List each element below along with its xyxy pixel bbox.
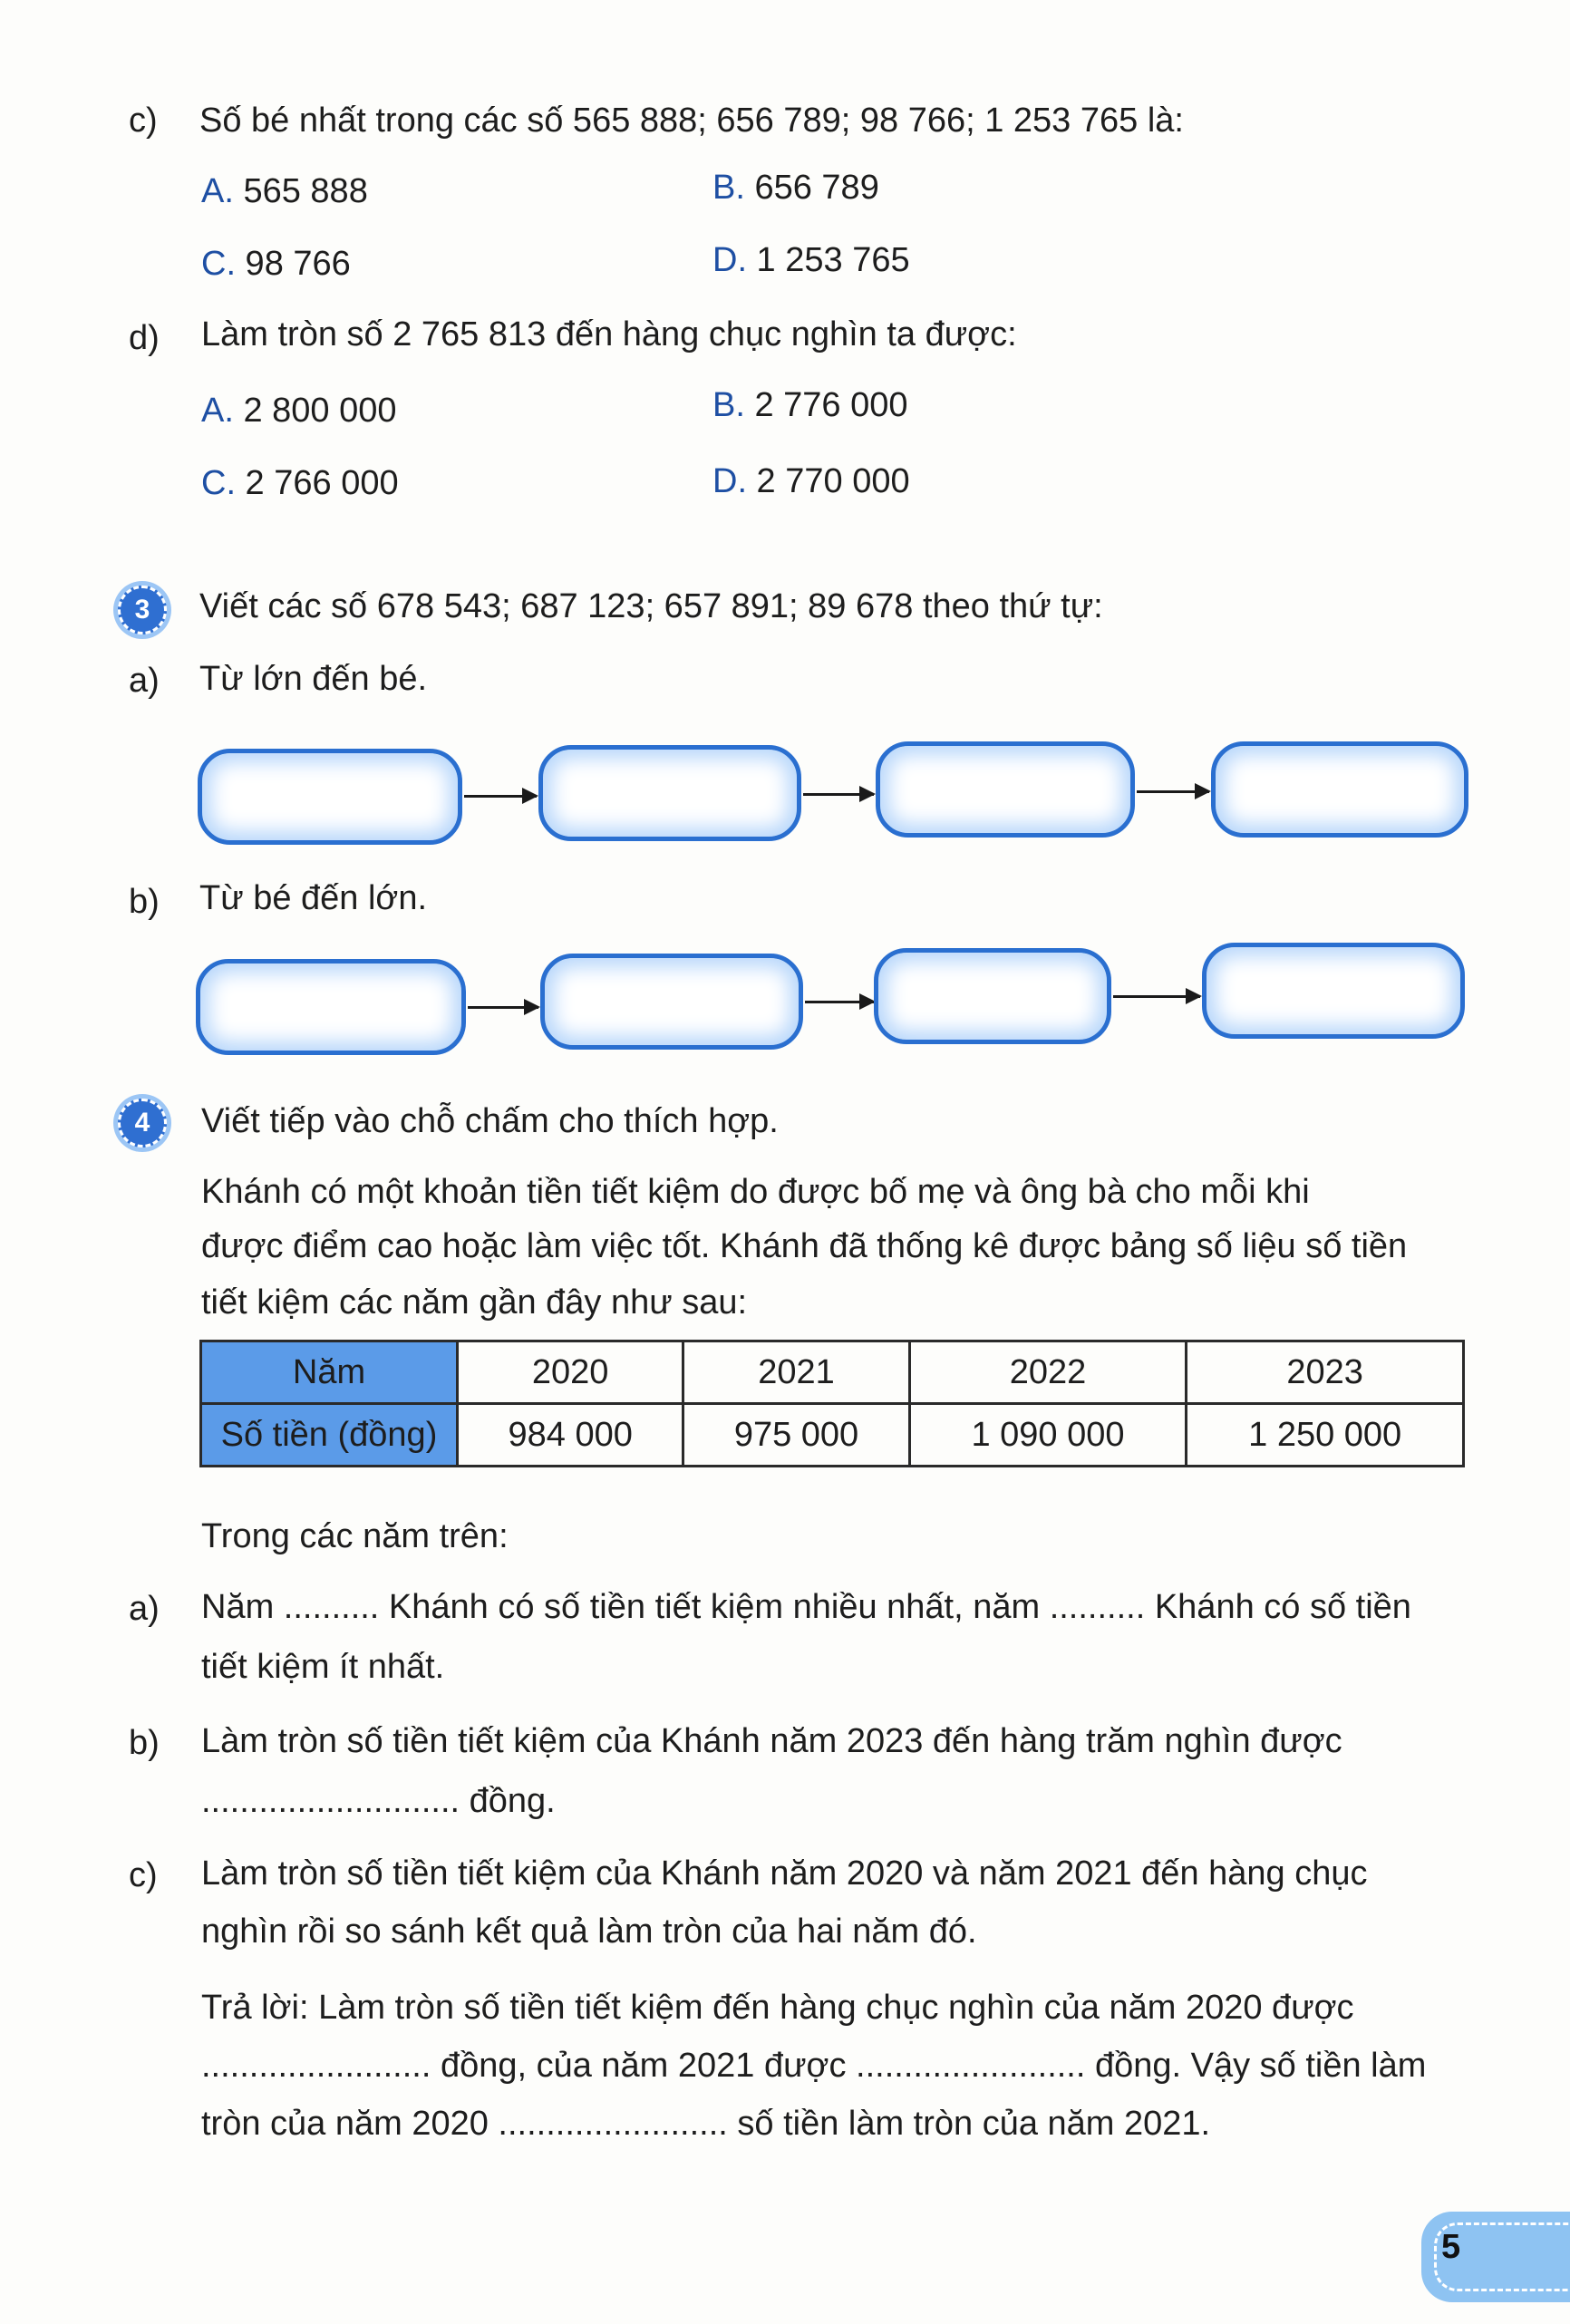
q4-paragraph-line-3: tiết kiệm các năm gần đây như sau: bbox=[201, 1283, 748, 1322]
savings-table bbox=[199, 1340, 1465, 1467]
option-letter: D. bbox=[712, 462, 747, 500]
q4b-line-1: Làm tròn số tiền tiết kiệm của Khánh năm 2023 đến hàng trăm nghìn được bbox=[201, 1722, 1342, 1760]
table-row bbox=[201, 1341, 1464, 1404]
q3a-answer-box-1[interactable] bbox=[198, 749, 462, 845]
q4c-line-2: nghìn rồi so sánh kết quả làm tròn của hai năm đó. bbox=[201, 1912, 977, 1951]
option-letter: A. bbox=[201, 392, 234, 430]
table-cell: 984 000 bbox=[458, 1404, 683, 1467]
arrow-right-icon bbox=[805, 1001, 874, 1003]
option-letter: C. bbox=[201, 245, 236, 283]
option-letter: B. bbox=[712, 386, 745, 424]
q3b-answer-box-1[interactable] bbox=[196, 959, 466, 1055]
q4a-line-2: tiết kiệm ít nhất. bbox=[201, 1648, 445, 1686]
page-number: 5 bbox=[1441, 2228, 1461, 2266]
q4c-answer-line-3[interactable]: tròn của năm 2020 ........................ số tiền làm tròn của năm 2021. bbox=[201, 2105, 1211, 2143]
option-text: 2 800 000 bbox=[233, 392, 397, 430]
table-cell: 1 090 000 bbox=[909, 1404, 1187, 1467]
table-cell: 975 000 bbox=[683, 1404, 909, 1467]
q3a-answer-box-2[interactable] bbox=[538, 745, 801, 841]
q2c-option-b[interactable] bbox=[712, 167, 879, 208]
q4b-line-2[interactable]: ........................... đồng. bbox=[201, 1782, 556, 1820]
option-text: 656 789 bbox=[744, 169, 879, 207]
q2c-question: Số bé nhất trong các số 565 888; 656 789; 98 766; 1 253 765 là: bbox=[199, 102, 1184, 140]
q4c-line-1: Làm tròn số tiền tiết kiệm của Khánh năm 2020 và năm 2021 đến hàng chục bbox=[201, 1854, 1368, 1893]
table-header-amount: Số tiền (đồng) bbox=[201, 1404, 458, 1467]
option-text: 2 776 000 bbox=[744, 386, 908, 424]
arrow-right-icon bbox=[1113, 995, 1200, 998]
table-row bbox=[201, 1404, 1464, 1467]
q4a-line-1[interactable]: Năm .......... Khánh có số tiền tiết kiệm nhiều nhất, năm .......... Khánh có số tiền bbox=[201, 1588, 1411, 1626]
q3b-label: b) bbox=[129, 883, 160, 921]
q3-prompt: Viết các số 678 543; 687 123; 657 891; 89 678 theo thứ tự: bbox=[199, 587, 1103, 625]
q4c-answer-line-2[interactable]: ........................ đồng, của năm 2021 được ........................ đồng. Vậy số tiền làm bbox=[201, 2047, 1427, 2085]
q2d-option-d[interactable] bbox=[712, 460, 910, 502]
q3a-answer-box-4[interactable] bbox=[1211, 741, 1468, 838]
q3a-text: Từ lớn đến bé. bbox=[199, 660, 428, 698]
table-cell: 2022 bbox=[909, 1341, 1187, 1404]
question-3-badge: 3 bbox=[118, 586, 167, 634]
q3b-text: Từ bé đến lớn. bbox=[199, 879, 428, 917]
q4-intro: Trong các năm trên: bbox=[201, 1517, 509, 1555]
option-text: 2 766 000 bbox=[236, 464, 399, 502]
q2d-option-b[interactable] bbox=[712, 384, 908, 426]
option-letter: D. bbox=[712, 241, 747, 279]
q4-paragraph-line-2: được điểm cao hoặc làm việc tốt. Khánh đã thống kê được bảng số liệu số tiền bbox=[201, 1227, 1408, 1265]
option-letter: C. bbox=[201, 464, 236, 502]
q4a-label: a) bbox=[129, 1590, 160, 1628]
page-number-tab bbox=[1421, 2212, 1570, 2302]
q4c-label: c) bbox=[129, 1856, 158, 1894]
q2c-option-d[interactable] bbox=[712, 239, 910, 281]
q4c-answer-line-1: Trả lời: Làm tròn số tiền tiết kiệm đến hàng chục nghìn của năm 2020 được bbox=[201, 1989, 1354, 2027]
q2d-label: d) bbox=[129, 319, 160, 357]
arrow-right-icon bbox=[468, 1006, 538, 1009]
q3b-answer-box-4[interactable] bbox=[1202, 943, 1465, 1039]
q2c-option-c[interactable] bbox=[201, 243, 351, 285]
q4-prompt: Viết tiếp vào chỗ chấm cho thích hợp. bbox=[201, 1102, 779, 1140]
arrow-right-icon bbox=[1137, 790, 1209, 793]
option-letter: A. bbox=[201, 172, 234, 210]
q3b-answer-box-2[interactable] bbox=[540, 954, 803, 1050]
q2d-option-a[interactable] bbox=[201, 390, 397, 431]
option-text: 98 766 bbox=[236, 245, 351, 283]
q3a-answer-box-3[interactable] bbox=[876, 741, 1135, 838]
question-4-badge: 4 bbox=[118, 1099, 167, 1147]
table-cell: 2020 bbox=[458, 1341, 683, 1404]
q3b-answer-box-3[interactable] bbox=[874, 948, 1111, 1044]
option-text: 1 253 765 bbox=[747, 241, 910, 279]
q3a-label: a) bbox=[129, 662, 160, 700]
q4-paragraph-line-1: Khánh có một khoản tiền tiết kiệm do được bố mẹ và ông bà cho mỗi khi bbox=[201, 1173, 1310, 1211]
arrow-right-icon bbox=[803, 793, 874, 796]
q4b-label: b) bbox=[129, 1724, 160, 1762]
table-cell: 1 250 000 bbox=[1187, 1404, 1464, 1467]
table-cell: 2023 bbox=[1187, 1341, 1464, 1404]
option-text: 565 888 bbox=[233, 172, 368, 210]
option-letter: B. bbox=[712, 169, 745, 207]
q2d-question: Làm tròn số 2 765 813 đến hàng chục nghìn ta được: bbox=[201, 315, 1017, 353]
arrow-right-icon bbox=[464, 795, 537, 798]
table-header-year: Năm bbox=[201, 1341, 458, 1404]
table-cell: 2021 bbox=[683, 1341, 909, 1404]
q2c-label: c) bbox=[129, 102, 158, 140]
q2d-option-c[interactable] bbox=[201, 462, 399, 504]
option-text: 2 770 000 bbox=[747, 462, 910, 500]
q2c-option-a[interactable] bbox=[201, 170, 368, 212]
